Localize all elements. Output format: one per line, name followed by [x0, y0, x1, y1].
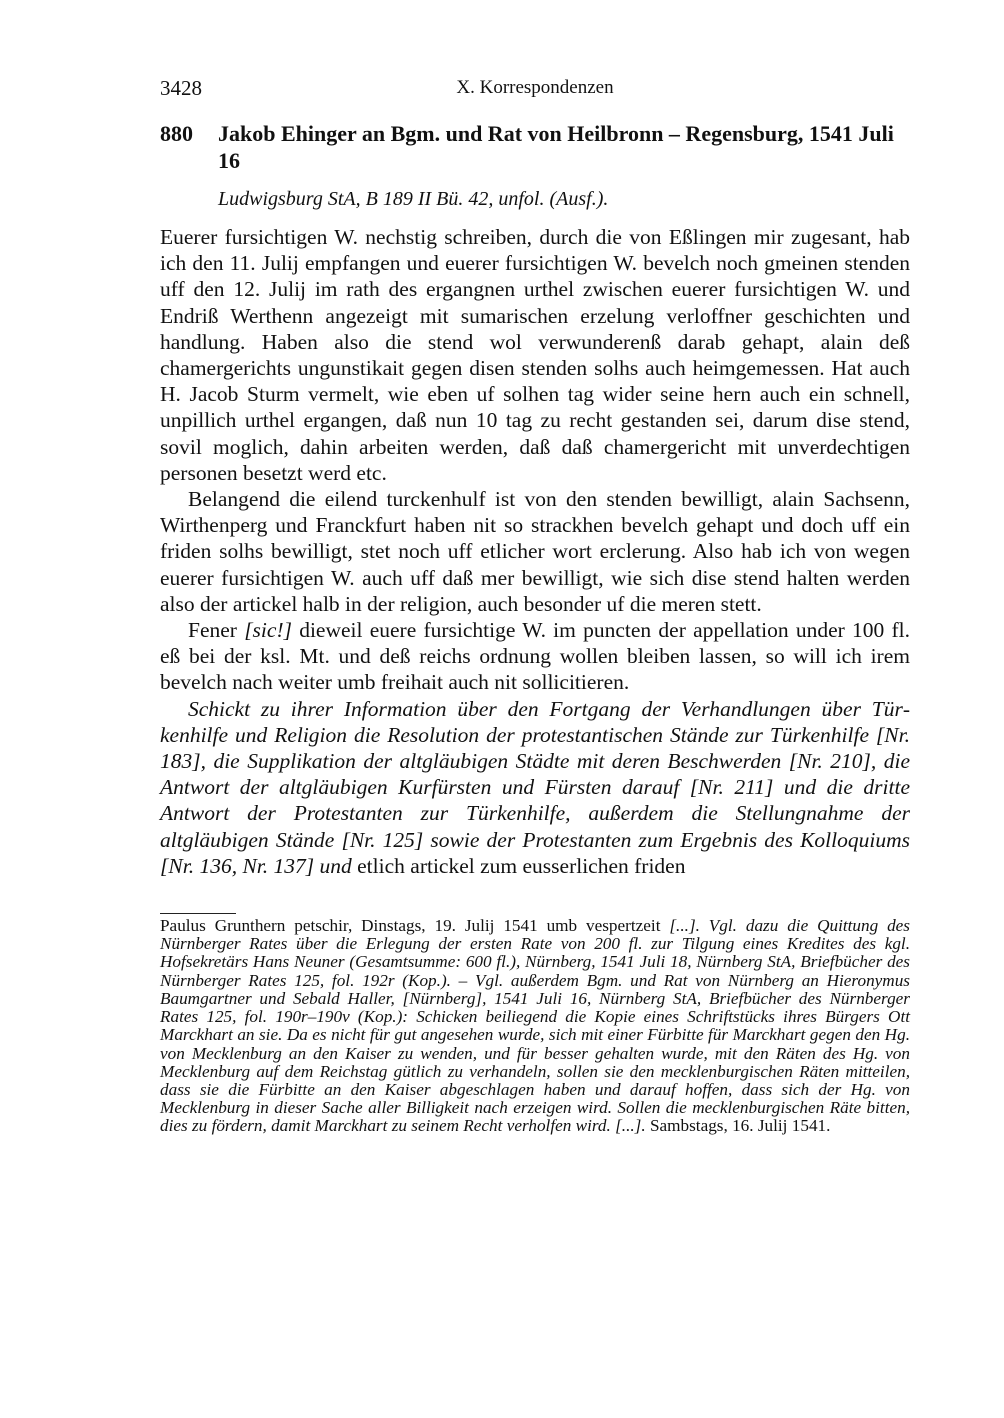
paragraph-1: Euerer fursichtigen W. nechstig schreiben, durch die von Eßlingen mir zugesant, hab ich den 11. Julij empfangen und euerer fursichtigen W. bevelch noch gmeinen stenden uff den 12. Julij im rath des ergangnen urthel zwischen euerer fursichtigen W. und Endriß Werthenn angezeigt mit sumarischen erzelung verloffner geschichten und handlung. Haben also die stend wol verwunderenß darab gehapt, alain deß chamergerichts ungunstikait gegen disen stenden solhs auch heimgemessen. Hat auch H. Jacob Sturm vermelt, wie eben uf solhen tag wider seine hern auch ein schnell, unpillich urthel ergangen, daß nun 10 tag zu recht gestanden sei, darum dise stend, sovil moglich, dahin arbeiten werden, daß daß chamergericht mit unverdechtigen personen besetzt werd etc. [160, 225, 910, 485]
entry-number: 880 [160, 121, 193, 146]
paragraph-2: Belangend die eilend turckenhulf ist von den stenden bewilligt, alain Sachsenn, Wirthenperg und Franckfurt haben nit so strackhen bevelch gehapt und doch uff ein friden solhs bewilligt, stet noch uff etlicher wort erclerung. Also hab ich von wegen euerer fursichtigen W. auch uff daß mer bewilligt, wie sich dise stend halten werden also der artickel halb in der religion, auch besonder uf die meren stett. [160, 487, 910, 616]
footnote-quote-start: Paulus Grunthern petschir, Dinstags, 19. Julij 1541 umb vespertzeit [160, 916, 670, 936]
entry-heading [160, 120, 910, 174]
letter-body [160, 224, 910, 879]
source-citation: Ludwigsburg StA, B 189 II Bü. 42, unfol. (Ausf.). [218, 188, 609, 210]
footnote-quote-end: Sambstags, 16. Julij 1541. [645, 1116, 831, 1136]
sic-note: [sic!] [244, 618, 292, 643]
paragraph-3-rest: dieweil euere fursichtige W. im puncten der appellation under 100 fl. eß bei der ksl. Mt. und deß reichs ordnung wollen bleiben lassen, so will ich irem bevelch nach weiter umb freihait auch nit sollicitieren. [160, 618, 910, 695]
running-head [160, 76, 910, 110]
paragraph-3-start: Fener [188, 618, 245, 643]
entry-title: Jakob Ehinger an Bgm. und Rat von Heilbronn – Regensburg, 1541 Juli 16 [218, 121, 894, 173]
paragraph-3 [160, 617, 910, 696]
footnote-divider [160, 913, 236, 914]
editorial-summary: Schickt zu ihrer Information über den Fortgang der Verhandlungen über Türkenhilfe und Religion die Resolution der protestantischen Stände zur Türkenhilfe [Nr. 183], die Supplikation der altgläubigen Städte mit deren Beschwerden [Nr. 210], die Antwort der altgläubigen Kurfürsten und Fürsten darauf [Nr. 211] und die dritte Antwort der Protestanten zur Türkenhilfe, außerdem die Stellungnahme der altgläubigen Stände [Nr. 125] sowie der Protestanten zum Ergebnis des Kolloquiums [Nr. 136, Nr. 137] und [160, 696, 910, 878]
document-page [160, 76, 910, 1136]
footnote [160, 917, 910, 1135]
paragraph-4 [160, 696, 910, 879]
paragraph-4-quote: etlich artickel zum eusserlichen friden [351, 853, 686, 878]
footnote-commentary: [...]. Vgl. dazu die Quittung des Nürnberger Rates über die Erlegung der ersten Rate von 200 fl. zur Tilgung eines Kredites des kgl. Hofsekretärs Hans Neuner (Gesamtsumme: 600 fl.), Nürnberg, 1541 Juli 18, Nürnberg StA, Briefbücher des Nürnberger Rates 125, fol. 192r (Kop.). – Vgl. außerdem Bgm. und Rat von Nürnberg an Hieronymus Baumgartner und Sebald Haller, [Nürnberg], 1541 Juli 16, Nürnberg StA, Briefbücher des Nürnberger Rates 125, fol. 190r–190v (Kop.): Schicken beiliegend die Kopie eines Schriftstücks ihres Bürgers Ott Marckhart an sie. Da es nicht für gut angesehen wurde, sich mit einer Fürbitte für Marckhart gegen den Hg. von Mecklenburg an den Kaiser zu wenden, und für besser gehalten wurde, mit den Räten des Hg. von Mecklenburg auf dem Reichstag gütlich zu verhandeln, sollen sie den mecklenburgischen Räten mitteilen, dass sie die Fürbitte an den Kaiser abgeschlagen haben und darauf hoffen, dass sich der Hg. von Mecklenburg in dieser Sache aller Billigkeit nach erzeigen wird. Sollen die mecklenburgischen Räte bitten, dies zu fördern, damit Marckhart zu seinem Recht verholfen wird. [...]. [160, 916, 910, 1136]
page-number: 3428 [160, 76, 202, 100]
running-title: X. Korrespondenzen [456, 77, 614, 98]
